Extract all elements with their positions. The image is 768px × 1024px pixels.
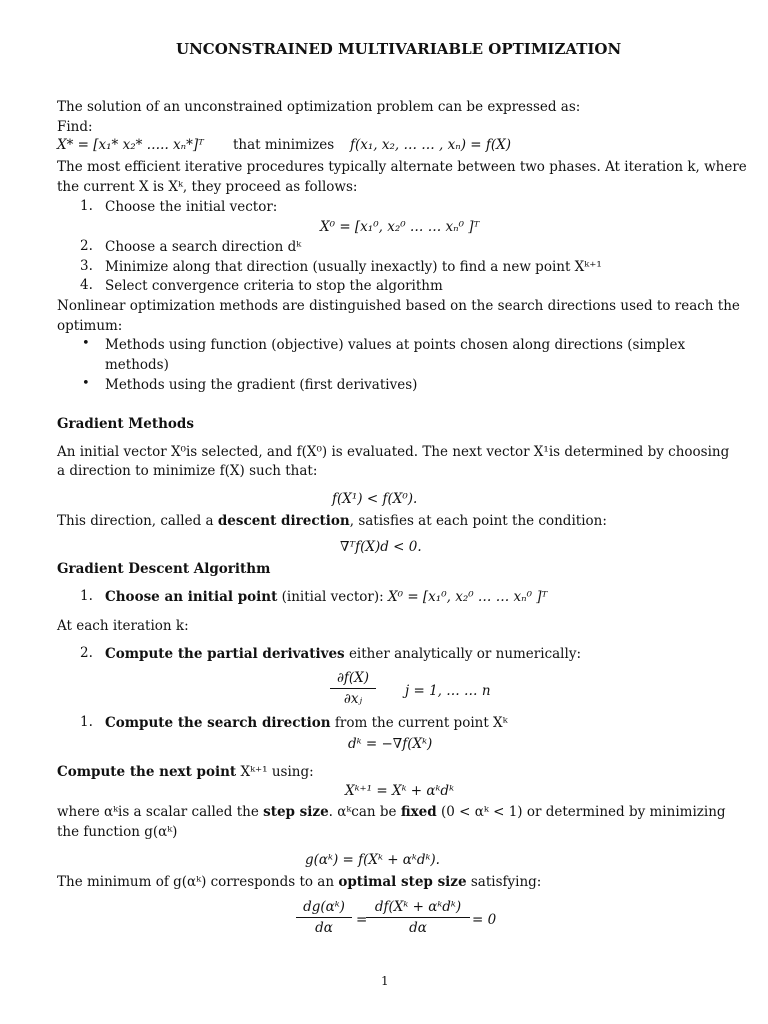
fraction-numerator: dg(αᵏ) — [303, 899, 345, 915]
intro-paragraph-line: the current X is Xᵏ, they proceed as follows: — [57, 179, 358, 195]
paragraph-line: This direction, called a descent direction, satisfies at each point the condition: — [57, 513, 607, 529]
paragraph-line: the function g(αᵏ) — [57, 824, 178, 840]
paragraph-line: The minimum of g(αᵏ) corresponds to an optimal step size satisfying: — [57, 874, 542, 890]
that-minimizes-label: that minimizes — [233, 137, 335, 153]
bullet-text: Methods using the gradient (first derivatives) — [105, 377, 418, 393]
paragraph-line: a direction to minimize f(X) such that: — [57, 463, 318, 479]
index-range: j = 1, … … n — [405, 683, 491, 699]
step-text: Choose a search direction dᵏ — [105, 239, 302, 255]
section-heading: Gradient Methods — [57, 416, 194, 432]
fraction-bar — [330, 688, 376, 689]
page-title: UNCONSTRAINED MULTIVARIABLE OPTIMIZATION — [176, 40, 622, 58]
nonlinear-line: Nonlinear optimization methods are distinguished based on the search directions used to reach the — [57, 298, 740, 314]
objective-derivative-fraction — [366, 899, 470, 936]
line-search-equation: g(αᵏ) = f(Xᵏ + αᵏdᵏ). — [305, 852, 440, 868]
step-number: 1. — [80, 588, 93, 604]
fraction-bar — [366, 917, 470, 918]
paragraph-line: An initial vector X⁰is selected, and f(X⁰) is evaluated. The next vector X¹is determined by choosing — [57, 444, 730, 460]
fraction-numerator: ∂f(X) — [336, 670, 370, 686]
paragraph-line: where αᵏis a scalar called the step size. αᵏcan be fixed (0 < αᵏ < 1) or determined by minimizing — [57, 804, 726, 820]
bullet-text: Methods using function (objective) values at points chosen along directions (simplex — [105, 337, 686, 353]
fraction-denominator: dα — [409, 920, 427, 936]
initial-vector-equation: X⁰ = [x₁⁰, x₂⁰ … … xₙ⁰ ]ᵀ — [320, 219, 480, 235]
bullet-text: methods) — [105, 357, 169, 373]
fraction-numerator: df(Xᵏ + αᵏdᵏ) — [374, 899, 462, 915]
paragraph-line: At each iteration k: — [57, 618, 189, 634]
step-number: 3. — [80, 258, 93, 274]
step-number: 4. — [80, 277, 93, 293]
step-number: 1. — [80, 714, 93, 730]
objective-equation: f(x₁, x₂, … … , xₙ) = f(X) — [350, 137, 512, 153]
descent-inequality: f(X¹) < f(X⁰). — [332, 491, 418, 507]
fraction-denominator: dα — [315, 920, 333, 936]
intro-paragraph-line: The most efficient iterative procedures typically alternate between two phases. At iteration k, where — [57, 159, 747, 175]
bullet-dot: • — [82, 336, 90, 351]
fraction-denominator: ∂xⱼ — [343, 691, 363, 707]
descent-condition: ∇ᵀf(X)d < 0. — [340, 539, 422, 555]
find-label: Find: — [57, 119, 93, 135]
xstar-equation: X* = [x₁* x₂* ….. xₙ*]ᵀ — [57, 137, 204, 153]
page-number: 1 — [381, 974, 389, 988]
step-text: Compute the search direction from the current point Xᵏ — [105, 715, 508, 731]
equals-zero: = 0 — [472, 912, 497, 928]
step-derivative-fraction — [296, 899, 352, 936]
step-text: Select convergence criteria to stop the algorithm — [105, 278, 443, 294]
intro-line: The solution of an unconstrained optimization problem can be expressed as: — [57, 99, 581, 115]
partial-derivative-fraction — [330, 670, 376, 707]
update-equation: Xᵏ⁺¹ = Xᵏ + αᵏdᵏ — [345, 783, 455, 799]
step-number: 2. — [80, 238, 93, 254]
step-number: 2. — [80, 645, 93, 661]
initial-point-equation: X⁰ = [x₁⁰, x₂⁰ … … xₙ⁰ ]ᵀ — [388, 589, 548, 605]
fraction-bar — [296, 917, 352, 918]
step-text: Choose an initial point (initial vector): — [105, 589, 384, 605]
search-direction-equation: dᵏ = −∇f(Xᵏ) — [348, 736, 433, 752]
nonlinear-line: optimum: — [57, 318, 123, 334]
step-number: 1. — [80, 198, 93, 214]
section-heading: Gradient Descent Algorithm — [57, 561, 271, 577]
step-text: Minimize along that direction (usually inexactly) to find a new point Xᵏ⁺¹ — [105, 259, 602, 275]
step-text: Compute the partial derivatives either analytically or numerically: — [105, 646, 581, 662]
paragraph-line: Compute the next point Xᵏ⁺¹ using: — [57, 764, 314, 780]
bullet-dot: • — [82, 376, 90, 391]
step-text: Choose the initial vector: — [105, 199, 278, 215]
equals-sign: = — [356, 912, 368, 928]
